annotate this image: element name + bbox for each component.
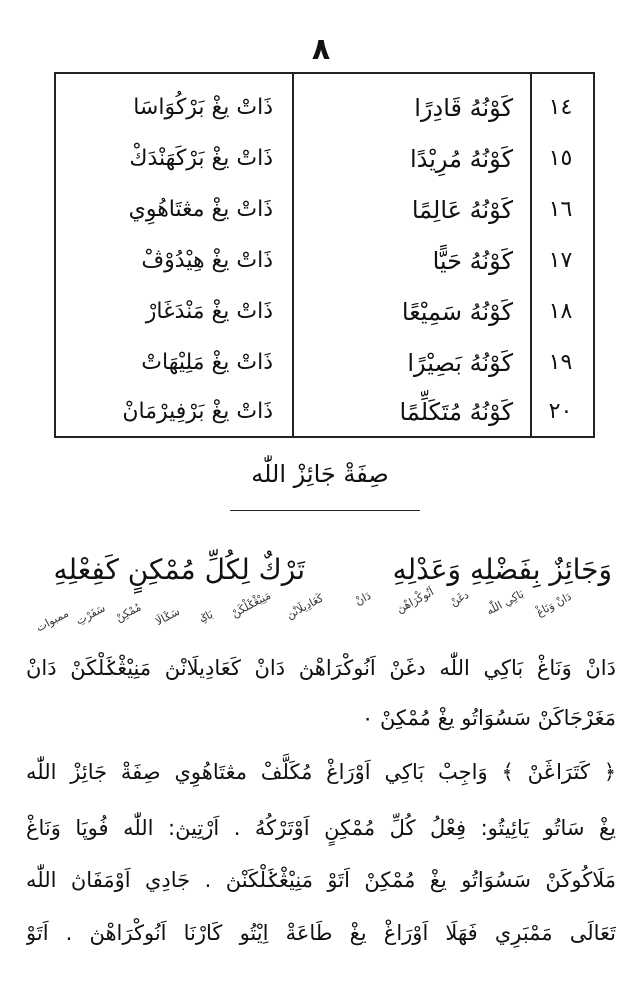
row-number: ١٥ [548, 146, 573, 171]
table-row [56, 135, 593, 183]
verse-first-hemistich: وَجَائِزٌ بِفَضْلِهِ وَعَدْلِهِ [392, 553, 612, 586]
attribute-meaning: ذَاتْ يغْ بَرْفِيرْمَانْ [122, 399, 273, 424]
attribute-arabic: كَوْنُهُ حَيًّا [432, 247, 513, 275]
paragraph-line: يغْ سَاتُو يَائِيتُو: فِعْلُ كُلِّ مُمْكِنٍ اَوْتَرْكُهُ . اَرْتِيڽ: اللّٰه فُوڽَا وَنَاغْ [26, 816, 616, 840]
paragraph-line: تَعَالَى مَمْبَرِي فَهَلَا اَوْرَاغْ يغْ طَاعَةْ اِيْتُو كَارْنَا اَنُوكْرَاهْڽ . اَتَوْ [26, 921, 616, 945]
row-number: ١٨ [548, 299, 573, 324]
gloss: دَانْ [352, 588, 374, 609]
gloss: بَاݢِ [197, 607, 216, 626]
table-row [56, 388, 593, 436]
attribute-meaning: ذَاتْ يغْ مڠتَاهُوِي [128, 197, 273, 222]
attribute-arabic: كَوْنُهُ قَادِرًا [414, 94, 513, 122]
gloss: دغَنْ [448, 588, 471, 609]
attribute-meaning: ذَاتْ يغْ مَنْدَغَارْ [145, 299, 273, 324]
gloss: ممبوات [33, 606, 71, 635]
gloss: كَعَادِيلَانْڽ [284, 591, 326, 622]
attribute-arabic: كَوْنُهُ مُرِيْدًا [409, 145, 513, 173]
table-row [56, 288, 593, 336]
gloss: اَنُوكْرَاهْڽ [394, 585, 437, 616]
paragraph-line: مَلَاكُوكَنْ سَسُوَاتُو يغْ مُمْكِنْ اَتَوْ مَنِيْڠْݢَلْكَنْڽ . جَادِي اَوْمَفَاڽ اللّٰه [26, 868, 616, 892]
table-row [56, 186, 593, 234]
paragraph-line: ﴿ كَتَرَاڠَنْ ﴾ وَاجِبْ بَاكِي اَوْرَاغْ مُكَلَّفْ مڠتَاهُوِي صِفَةْ جَائِزْ اللّٰه [26, 760, 616, 784]
row-number: ١٦ [548, 197, 573, 222]
attributes-table [54, 72, 595, 438]
attribute-arabic: كَوْنُهُ مُتَكَلِّمًا [399, 398, 513, 426]
table-row [56, 339, 593, 387]
row-number: ١٩ [548, 350, 573, 375]
gloss: دَانْ وَنَاغْ [534, 589, 574, 620]
row-number: ٢٠ [548, 399, 573, 424]
table-row [56, 84, 593, 132]
row-number: ١٧ [548, 248, 573, 273]
gloss: سَفَرْتِ [73, 601, 108, 628]
interlinear-glosses [30, 585, 612, 636]
table-row [56, 237, 593, 285]
attribute-meaning: ذَاتْ يغْ هِيْدُوْڤْ [141, 248, 273, 273]
attribute-arabic: كَوْنُهُ سَمِيْعًا [401, 298, 513, 326]
paragraph-line: مَغَرْجَاكَنْ سَسُوَاتُو يغْ مُمْكِنْ ٠ [361, 706, 616, 730]
gloss: مَنِيْڠْݢَلْكَنْ [229, 588, 273, 621]
attribute-meaning: ذَاتْ يغْ بَرْكَهَنْدَكْ [129, 146, 273, 171]
page-number: ٨ [311, 32, 331, 67]
heading-underline [230, 510, 420, 511]
attribute-meaning: ذَاتْ يغْ مَلِيْهَاتْ [141, 350, 273, 375]
attribute-arabic: كَوْنُهُ بَصِيْرًا [407, 349, 513, 377]
attribute-arabic: كَوْنُهُ عَالِمًا [411, 196, 513, 224]
paragraph-line: دَانْ وَنَاغْ بَاكِي اللّٰه دغَنْ اَنُوكْرَاهْڽ دَانْ كَعَادِيلَانْڽ مَنِيْڠْݢَلْكَنْ دَانْ [26, 656, 616, 680]
attribute-meaning: ذَاتْ يغْ بَرْكُوَاسَا [133, 95, 273, 120]
section-heading: صِفَةْ جَائِزْ اللّٰه [251, 460, 389, 488]
row-number: ١٤ [548, 95, 573, 120]
verse-second-hemistich: تَرْكٌ لِكُلِّ مُمْكِنٍ كَفِعْلِهِ [53, 553, 305, 586]
gloss: مُمْكِنْ [113, 600, 144, 625]
gloss: سَݢَالَا [153, 604, 182, 629]
gloss: بَاكِي اللّٰه [484, 587, 526, 618]
